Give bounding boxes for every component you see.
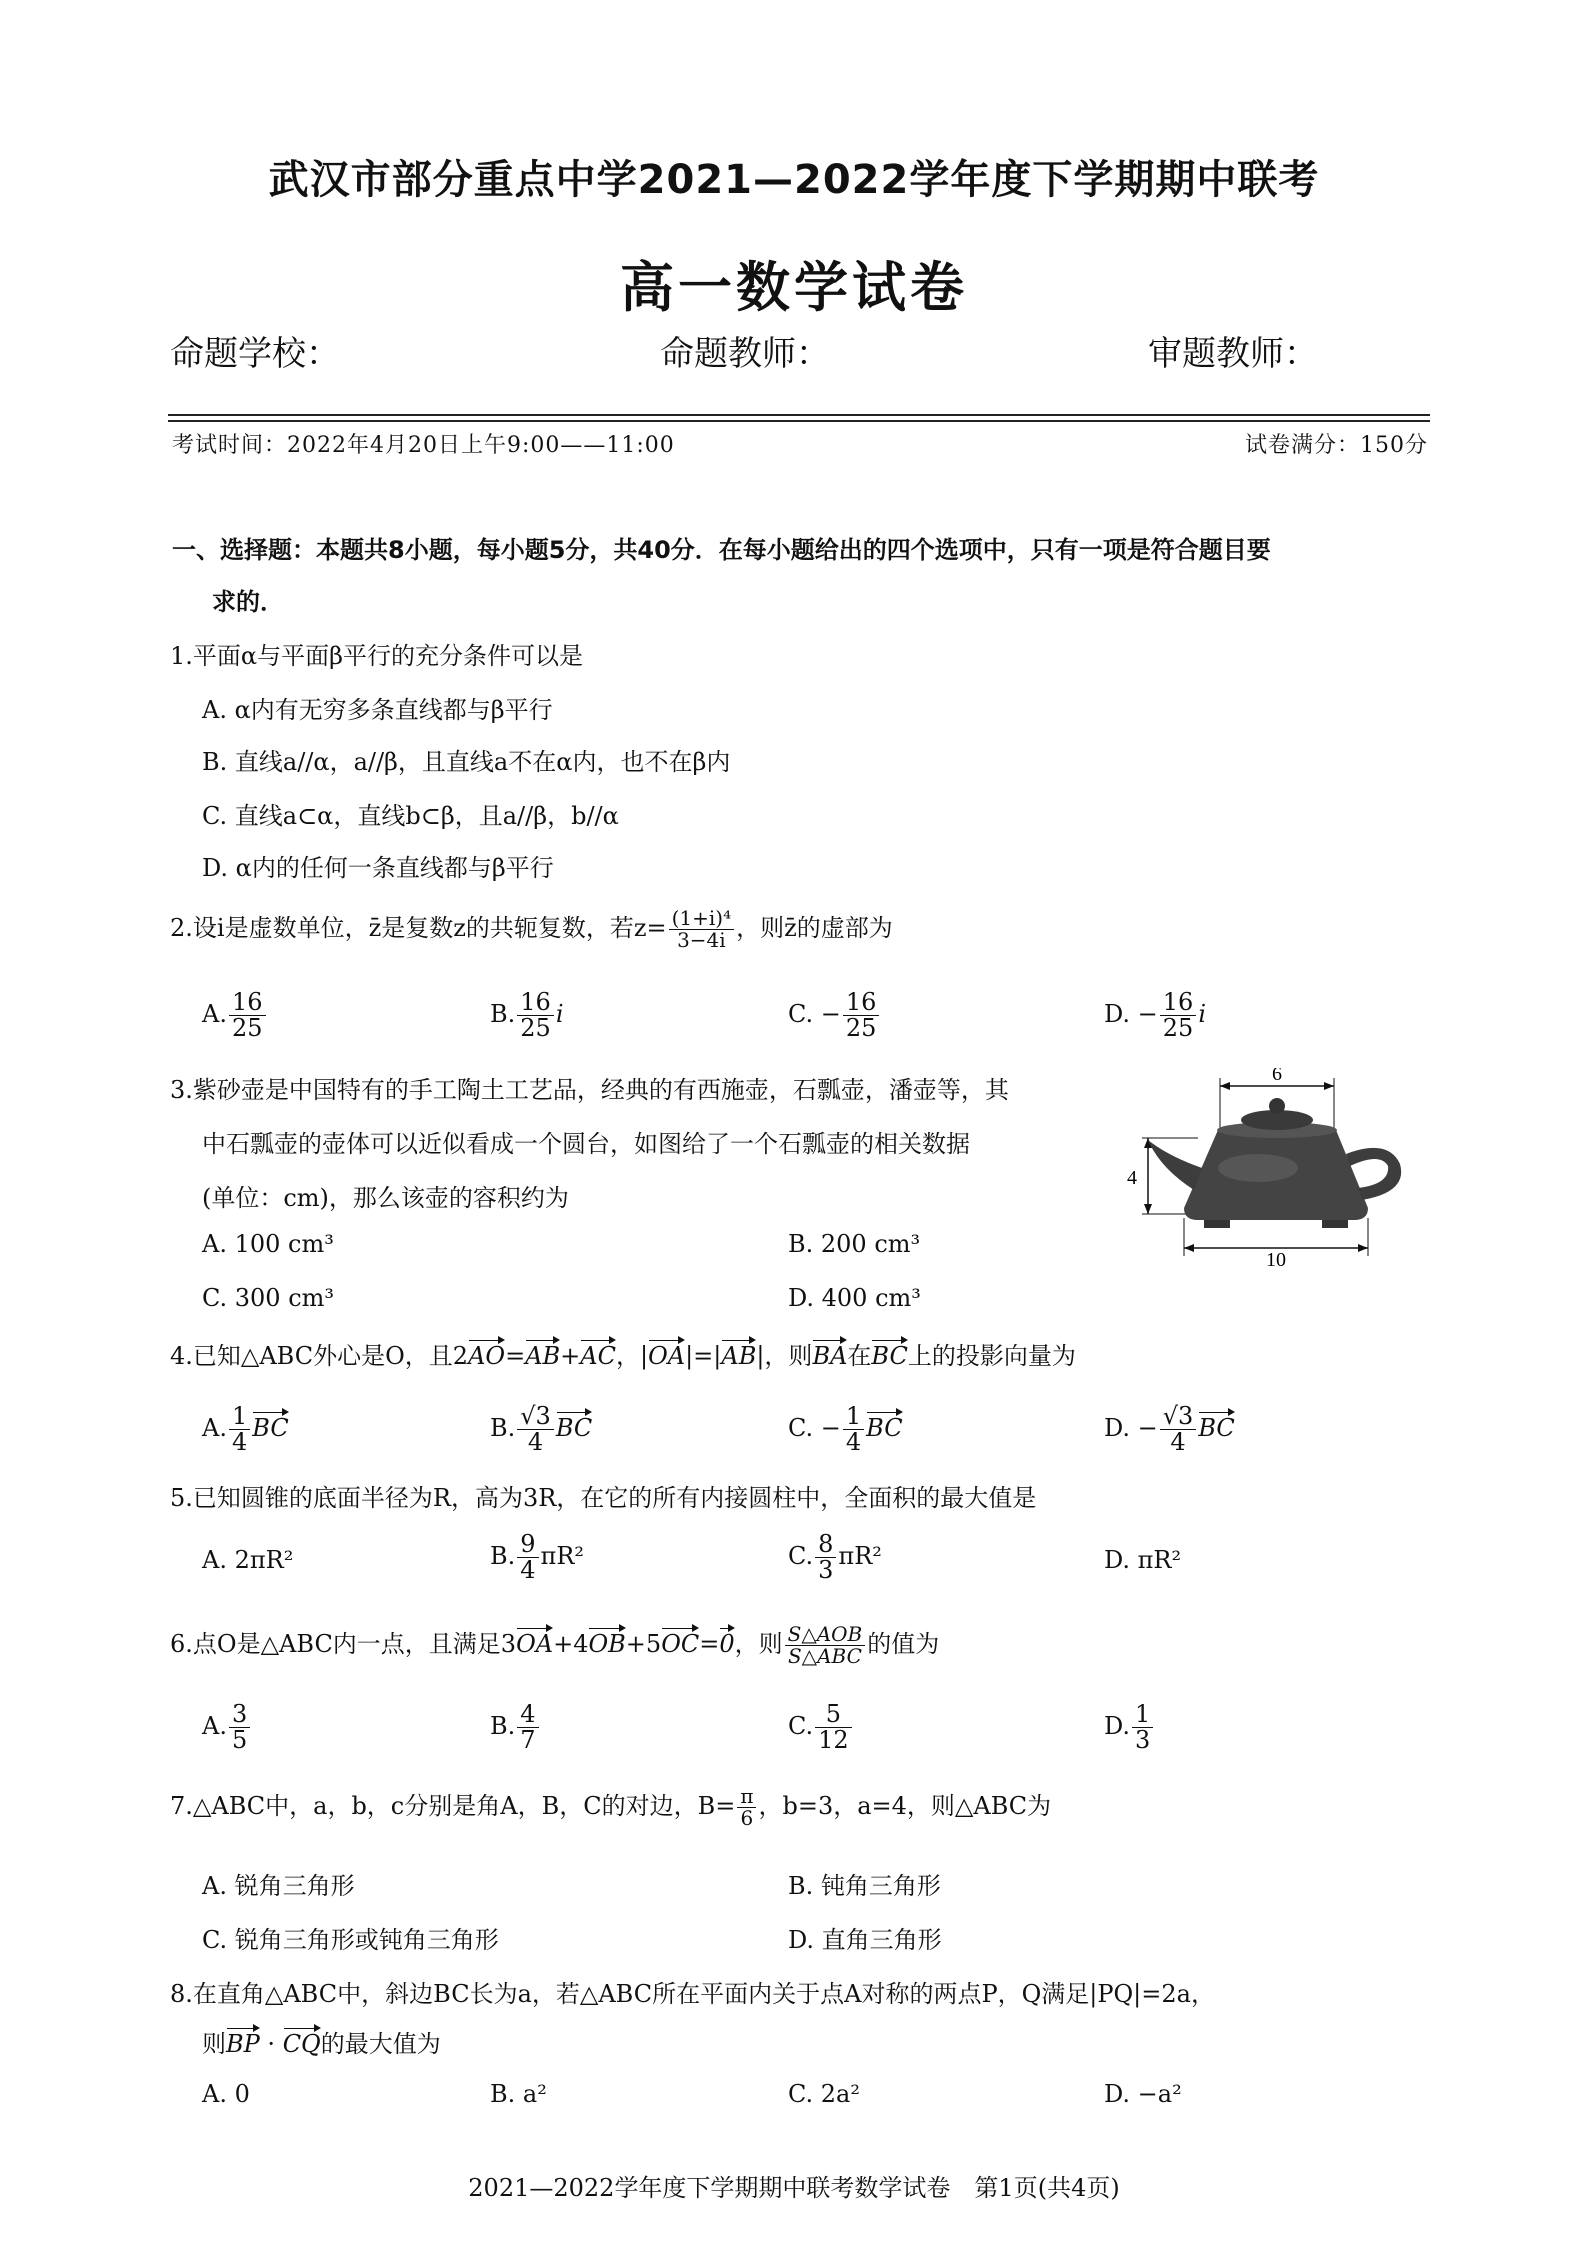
vector-AO: AO xyxy=(468,1338,505,1370)
exam-time: 考试时间：2022年4月20日上午9:00——11:00 xyxy=(172,433,675,458)
q7-stem-post: ，b=3，a=4，则△ABC为 xyxy=(758,1792,1052,1820)
q3-option-a: A. 100 cm³ xyxy=(202,1230,334,1258)
q4-d-frac xyxy=(1160,1404,1197,1455)
full-score: 试卷满分：150分 xyxy=(1245,433,1428,458)
q2-d-tail: i xyxy=(1198,1000,1206,1029)
q2-option-c xyxy=(788,990,881,1041)
q5-option-d: D. πR² xyxy=(1104,1546,1182,1574)
q4-b-label: B. xyxy=(490,1414,516,1443)
q4-option-a xyxy=(202,1404,289,1455)
vector-OC: OC xyxy=(661,1626,699,1658)
q2-d-label: D. − xyxy=(1104,1000,1158,1029)
q4-b-den: 4 xyxy=(527,1428,544,1457)
q6-plus5: +5 xyxy=(625,1630,662,1658)
q5-b-den: 4 xyxy=(520,1556,536,1585)
q4-abs-eq: |=| xyxy=(685,1342,722,1370)
q4-d-den: 4 xyxy=(1170,1428,1186,1457)
q6-b-label: B. xyxy=(490,1712,516,1741)
question-3-line2: 中石瓢壶的壶体可以近似看成一个圆台，如图给了一个石瓢壶的相关数据 xyxy=(202,1130,970,1158)
q3-option-b: B. 200 cm³ xyxy=(788,1230,921,1258)
teapot-illustration xyxy=(1118,1068,1418,1268)
q7-option-b: B. 钝角三角形 xyxy=(788,1872,941,1900)
q6-then: ，则 xyxy=(734,1630,783,1658)
question-2 xyxy=(170,908,893,951)
vector-OA-q6: OA xyxy=(516,1626,553,1658)
q2-a-num: 16 xyxy=(229,990,266,1016)
q8-option-d: D. −a² xyxy=(1104,2080,1182,2108)
question-7 xyxy=(170,1786,1051,1829)
vector-BC: BC xyxy=(871,1338,907,1370)
question-3-line1: 3.紫砂壶是中国特有的手工陶土工艺品，经典的有西施壶，石瓢壶，潘壶等，其 xyxy=(170,1076,1009,1104)
q7-stem-pre: 7.△ABC中，a，b，c分别是角A，B，C的对边，B= xyxy=(170,1792,736,1820)
q4-eq: = xyxy=(505,1342,526,1370)
q4-c-den: 4 xyxy=(845,1428,862,1457)
vector-BA: BA xyxy=(812,1338,847,1370)
q2-numerator: (1+i)⁴ xyxy=(669,908,735,930)
q4-a-num: 1 xyxy=(229,1404,250,1430)
vector-AB: AB xyxy=(525,1338,560,1370)
teapot-height-label: 4 xyxy=(1127,1167,1137,1189)
q2-b-tail: i xyxy=(555,1000,564,1029)
q4-b-num: √3 xyxy=(517,1404,554,1430)
q2-d-den: 25 xyxy=(1162,1014,1194,1043)
q2-b-label: B. xyxy=(490,1000,516,1029)
q4-option-d xyxy=(1104,1404,1235,1455)
vector-OB: OB xyxy=(588,1626,625,1658)
q6-ratio-num: S△AOB xyxy=(785,1624,866,1646)
q2-b-frac xyxy=(517,990,554,1041)
vector-OA: OA xyxy=(648,1338,685,1370)
q4-d-vector: BC xyxy=(1198,1410,1234,1442)
q6-option-b xyxy=(490,1702,541,1753)
school-label: 命题学校： xyxy=(170,334,340,374)
q4-b-frac xyxy=(517,1404,554,1455)
q6-a-frac xyxy=(229,1702,250,1753)
q1-option-d: D. α内的任何一条直线都与β平行 xyxy=(202,854,554,882)
q4-c-label: C. − xyxy=(788,1414,841,1443)
q2-fraction xyxy=(669,908,735,951)
q4-a-vector: BC xyxy=(252,1410,288,1442)
q6-stem-a: 6.点O是△ABC内一点，且满足3 xyxy=(170,1630,517,1658)
question-8-line1: 8.在直角△ABC中，斜边BC长为a，若△ABC所在平面内关于点A对称的两点P，Q满足|PQ|=2a， xyxy=(170,1980,1215,2008)
q4-d-label: D. − xyxy=(1104,1414,1158,1443)
q2-option-b xyxy=(490,990,564,1041)
q6-d-frac xyxy=(1132,1702,1153,1753)
q8-tail: 的最大值为 xyxy=(320,2030,441,2058)
question-8-line2 xyxy=(202,2024,441,2059)
question-4 xyxy=(170,1336,1076,1371)
q6-c-frac xyxy=(815,1702,852,1753)
vector-BP: BP xyxy=(226,2026,260,2058)
q2-c-frac xyxy=(843,990,880,1041)
q5-b-frac xyxy=(517,1532,538,1583)
q2-c-den: 25 xyxy=(845,1014,877,1043)
q5-option-b xyxy=(490,1532,584,1583)
question-6 xyxy=(170,1624,939,1667)
teapot-figure xyxy=(1118,1068,1418,1268)
q6-b-den: 7 xyxy=(520,1726,536,1755)
q8-option-a: A. 0 xyxy=(202,2080,250,2108)
q6-c-den: 12 xyxy=(818,1726,849,1755)
q6-a-label: A. xyxy=(202,1712,227,1741)
q6-ratio-den: S△ABC xyxy=(787,1644,862,1668)
q5-c-num: 8 xyxy=(815,1532,836,1558)
q5-b-num: 9 xyxy=(517,1532,538,1558)
q8-pre: 则 xyxy=(202,2030,226,2058)
q6-d-num: 1 xyxy=(1132,1702,1153,1728)
q7-num: π xyxy=(737,1786,756,1808)
q6-c-num: 5 xyxy=(815,1702,852,1728)
q7-option-c: C. 锐角三角形或钝角三角形 xyxy=(202,1926,499,1954)
section-heading: 一、选择题：本题共8小题，每小题5分，共40分．在每小题给出的四个选项中，只有一项是符合题目要 xyxy=(172,536,1271,564)
q2-stem-post: ，则z̄的虚部为 xyxy=(736,914,893,942)
q6-a-den: 5 xyxy=(231,1726,248,1755)
q1-option-c: C. 直线a⊂α，直线b⊂β，且a//β，b//α xyxy=(202,802,619,830)
q4-option-b xyxy=(490,1404,592,1455)
q5-option-c xyxy=(788,1532,882,1583)
q6-option-a xyxy=(202,1702,252,1753)
q5-c-frac xyxy=(815,1532,836,1583)
paper-title: 高一数学试卷 xyxy=(620,256,968,319)
header-rule-bottom xyxy=(168,420,1430,422)
q4-a-frac xyxy=(229,1404,250,1455)
q5-c-tail: πR² xyxy=(838,1542,882,1571)
teacher-label: 命题教师： xyxy=(660,334,830,374)
q4-c-frac xyxy=(843,1404,864,1455)
q2-a-frac xyxy=(229,990,266,1041)
q4-b-vector: BC xyxy=(556,1410,592,1442)
q4-c-vector: BC xyxy=(866,1410,902,1442)
q4-abs-end: |，则 xyxy=(756,1342,813,1370)
q1-option-a: A. α内有无穷多条直线都与β平行 xyxy=(202,696,553,724)
q2-stem-pre: 2.设i是虚数单位，z̄是复数z的共轭复数，若z= xyxy=(170,914,667,942)
q6-b-num: 4 xyxy=(517,1702,538,1728)
q7-option-d: D. 直角三角形 xyxy=(788,1926,942,1954)
question-3-line3: (单位：cm)，那么该壶的容积约为 xyxy=(202,1184,569,1212)
q6-d-label: D. xyxy=(1104,1712,1131,1741)
q4-tail: 上的投影向量为 xyxy=(907,1342,1076,1370)
q4-plus: + xyxy=(560,1342,581,1370)
q8-option-c: C. 2a² xyxy=(788,2080,860,2108)
q8-option-b: B. a² xyxy=(490,2080,547,2108)
q4-stem-a: 4.已知△ABC外心是O，且2 xyxy=(170,1342,469,1370)
zero-vector: 0 xyxy=(719,1626,734,1658)
q5-b-label: B. xyxy=(490,1542,516,1571)
q6-eq: = xyxy=(699,1630,720,1658)
q6-a-num: 3 xyxy=(229,1702,250,1728)
q8-dot: · xyxy=(259,2030,283,2058)
vector-CQ: CQ xyxy=(283,2026,321,2058)
q6-option-d xyxy=(1104,1702,1155,1753)
q4-sep: ，| xyxy=(615,1342,649,1370)
vector-AC: AC xyxy=(580,1338,616,1370)
q5-option-a: A. 2πR² xyxy=(202,1546,294,1574)
q2-a-label: A. xyxy=(202,1000,227,1029)
q7-den: 6 xyxy=(740,1806,754,1830)
q6-tail: 的值为 xyxy=(867,1630,940,1658)
q2-d-frac xyxy=(1160,990,1197,1041)
teapot-bottom-label: 10 xyxy=(1266,1249,1286,1268)
q4-a-label: A. xyxy=(202,1414,227,1443)
q2-option-a xyxy=(202,990,268,1041)
q5-c-label: C. xyxy=(788,1542,814,1571)
q5-c-den: 3 xyxy=(818,1556,834,1585)
vector-AB-2: AB xyxy=(721,1338,756,1370)
section-heading-cont: 求的． xyxy=(212,588,284,616)
q2-c-num: 16 xyxy=(843,990,880,1016)
q2-c-label: C. − xyxy=(788,1000,841,1029)
q6-area-ratio xyxy=(785,1624,866,1667)
q4-a-den: 4 xyxy=(231,1428,248,1457)
q4-option-c xyxy=(788,1404,903,1455)
q6-plus4: +4 xyxy=(553,1630,589,1658)
exam-title: 武汉市部分重点中学2021—2022学年度下学期期中联考 xyxy=(268,157,1320,203)
q2-d-num: 16 xyxy=(1160,990,1197,1016)
q2-b-den: 25 xyxy=(520,1014,551,1043)
q4-in: 在 xyxy=(847,1342,872,1370)
q1-option-b: B. 直线a//α，a//β，且直线a不在α内，也不在β内 xyxy=(202,748,731,776)
q7-option-a: A. 锐角三角形 xyxy=(202,1872,355,1900)
q7-angle-frac xyxy=(737,1786,756,1829)
q2-option-d xyxy=(1104,990,1206,1041)
q3-option-d: D. 400 cm³ xyxy=(788,1284,921,1312)
question-5: 5.已知圆锥的底面半径为R，高为3R，在它的所有内接圆柱中，全面积的最大值是 xyxy=(170,1484,1037,1512)
teapot-top-label: 6 xyxy=(1272,1068,1282,1085)
q6-b-frac xyxy=(517,1702,538,1753)
q4-d-num: √3 xyxy=(1160,1404,1197,1430)
q2-denominator: 3−4i xyxy=(677,928,726,952)
q6-d-den: 3 xyxy=(1135,1726,1151,1755)
q2-b-num: 16 xyxy=(517,990,554,1016)
page-footer: 2021—2022学年度下学期期中联考数学试卷 第1页(共4页) xyxy=(468,2174,1120,2202)
reviewer-label: 审题教师： xyxy=(1148,334,1318,374)
question-1: 1.平面α与平面β平行的充分条件可以是 xyxy=(170,642,583,670)
q6-option-c xyxy=(788,1702,854,1753)
q2-a-den: 25 xyxy=(231,1014,263,1043)
header-rule-top xyxy=(168,414,1430,416)
q3-option-c: C. 300 cm³ xyxy=(202,1284,335,1312)
q4-c-num: 1 xyxy=(843,1404,864,1430)
q5-b-tail: πR² xyxy=(540,1542,585,1571)
q6-c-label: C. xyxy=(788,1712,814,1741)
